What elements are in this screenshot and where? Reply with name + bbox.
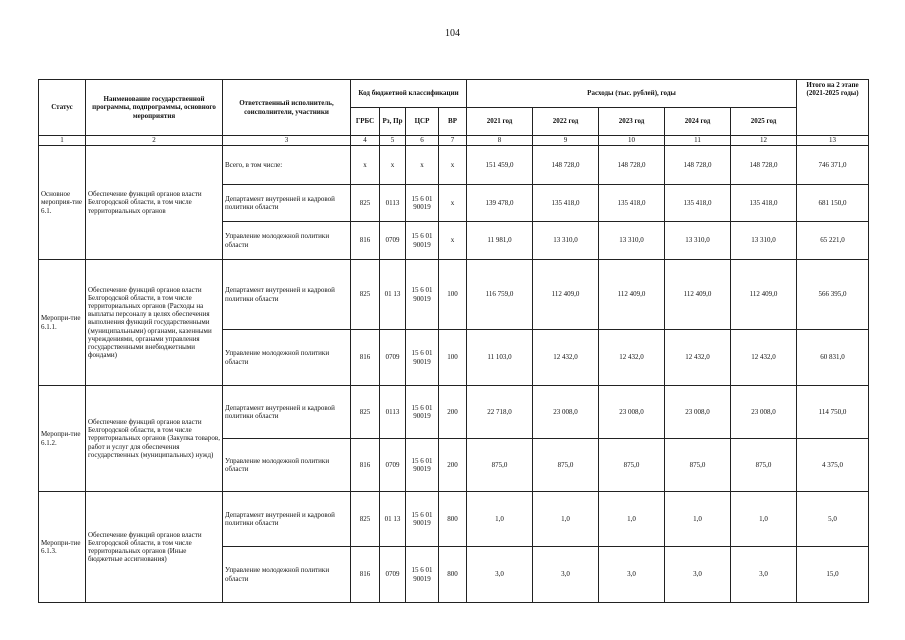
value-2025-cell: 3,0 bbox=[731, 547, 797, 603]
col-index: 7 bbox=[439, 136, 467, 146]
value-2025-cell: 112 409,0 bbox=[731, 260, 797, 330]
executor-cell: Управление молодежной политики области bbox=[223, 547, 351, 603]
value-2025-cell: 875,0 bbox=[731, 439, 797, 492]
header-code-group: Код бюджетной классификации bbox=[351, 80, 467, 108]
vr-cell: 200 bbox=[439, 386, 467, 439]
table-row bbox=[39, 260, 869, 330]
value-2023-cell: 875,0 bbox=[599, 439, 665, 492]
csr-cell: 15 6 01 90019 bbox=[406, 260, 439, 330]
value-2022-cell: 112 409,0 bbox=[533, 260, 599, 330]
status-cell: Меропри-тие 6.1.1. bbox=[39, 260, 86, 386]
total-cell: 746 371,0 bbox=[797, 146, 869, 185]
vr-cell: х bbox=[439, 222, 467, 260]
executor-cell: Департамент внутренней и кадровой политики области bbox=[223, 185, 351, 222]
grbs-cell: х bbox=[351, 146, 380, 185]
value-2022-cell: 1,0 bbox=[533, 492, 599, 547]
header-total: Итого на 2 этапе (2021-2025 годы) bbox=[797, 80, 869, 136]
value-2021-cell: 11 103,0 bbox=[467, 330, 533, 386]
grbs-cell: 825 bbox=[351, 185, 380, 222]
value-2023-cell: 1,0 bbox=[599, 492, 665, 547]
value-2022-cell: 23 008,0 bbox=[533, 386, 599, 439]
status-cell: Основное мероприя-тие 6.1. bbox=[39, 146, 86, 260]
col-index: 13 bbox=[797, 136, 869, 146]
header-2021: 2021 год bbox=[467, 108, 533, 136]
header-executor: Ответственный исполнитель, соисполнители, участники bbox=[223, 80, 351, 136]
vr-cell: 100 bbox=[439, 330, 467, 386]
csr-cell: 15 6 01 90019 bbox=[406, 222, 439, 260]
value-2023-cell: 12 432,0 bbox=[599, 330, 665, 386]
total-cell: 15,0 bbox=[797, 547, 869, 603]
col-index: 1 bbox=[39, 136, 86, 146]
value-2024-cell: 112 409,0 bbox=[665, 260, 731, 330]
value-2022-cell: 875,0 bbox=[533, 439, 599, 492]
total-cell: 4 375,0 bbox=[797, 439, 869, 492]
table-row bbox=[39, 386, 869, 439]
value-2021-cell: 22 718,0 bbox=[467, 386, 533, 439]
header-csr: ЦСР bbox=[406, 108, 439, 136]
total-cell: 681 150,0 bbox=[797, 185, 869, 222]
rzpr-cell: 01 13 bbox=[380, 260, 406, 330]
grbs-cell: 816 bbox=[351, 547, 380, 603]
value-2022-cell: 3,0 bbox=[533, 547, 599, 603]
csr-cell: 15 6 01 90019 bbox=[406, 547, 439, 603]
col-index: 4 bbox=[351, 136, 380, 146]
vr-cell: х bbox=[439, 146, 467, 185]
value-2024-cell: 875,0 bbox=[665, 439, 731, 492]
vr-cell: 800 bbox=[439, 547, 467, 603]
rzpr-cell: 0113 bbox=[380, 185, 406, 222]
value-2023-cell: 148 728,0 bbox=[599, 146, 665, 185]
name-cell: Обеспечение функций органов власти Белгородской области, в том числе территориальных органов (Иные бюджетные ассигнования) bbox=[86, 492, 223, 603]
total-cell: 5,0 bbox=[797, 492, 869, 547]
value-2025-cell: 148 728,0 bbox=[731, 146, 797, 185]
vr-cell: х bbox=[439, 185, 467, 222]
col-index: 6 bbox=[406, 136, 439, 146]
rzpr-cell: 01 13 bbox=[380, 492, 406, 547]
name-cell: Обеспечение функций органов власти Белгородской области, в том числе территориальных органов (Расходы на выплаты персоналу в целях обеспечения выполнения функций государственными (муниципальными) органами, казенными учреждениями, органами управления государственными внебюджетными фондами) bbox=[86, 260, 223, 386]
header-2023: 2023 год bbox=[599, 108, 665, 136]
column-index-row bbox=[39, 136, 869, 146]
rzpr-cell: 0709 bbox=[380, 222, 406, 260]
value-2023-cell: 112 409,0 bbox=[599, 260, 665, 330]
executor-cell: Департамент внутренней и кадровой политики области bbox=[223, 492, 351, 547]
name-cell: Обеспечение функций органов власти Белгородской области, в том числе территориальных органов (Закупка товаров, работ и услуг для обеспечения государственных (муниципальных) нужд) bbox=[86, 386, 223, 492]
value-2024-cell: 23 008,0 bbox=[665, 386, 731, 439]
value-2023-cell: 23 008,0 bbox=[599, 386, 665, 439]
executor-cell: Департамент внутренней и кадровой политики области bbox=[223, 386, 351, 439]
value-2022-cell: 13 310,0 bbox=[533, 222, 599, 260]
value-2024-cell: 148 728,0 bbox=[665, 146, 731, 185]
vr-cell: 800 bbox=[439, 492, 467, 547]
value-2021-cell: 1,0 bbox=[467, 492, 533, 547]
name-cell: Обеспечение функций органов власти Белгородской области, в том числе территориальных органов bbox=[86, 146, 223, 260]
header-2025: 2025 год bbox=[731, 108, 797, 136]
value-2024-cell: 13 310,0 bbox=[665, 222, 731, 260]
value-2025-cell: 1,0 bbox=[731, 492, 797, 547]
table-row bbox=[39, 146, 869, 185]
budget-table bbox=[38, 79, 869, 603]
value-2024-cell: 1,0 bbox=[665, 492, 731, 547]
csr-cell: х bbox=[406, 146, 439, 185]
value-2023-cell: 3,0 bbox=[599, 547, 665, 603]
col-index: 5 bbox=[380, 136, 406, 146]
value-2025-cell: 12 432,0 bbox=[731, 330, 797, 386]
page-number: 104 bbox=[445, 28, 460, 39]
header-2024: 2024 год bbox=[665, 108, 731, 136]
rzpr-cell: 0709 bbox=[380, 439, 406, 492]
value-2021-cell: 11 981,0 bbox=[467, 222, 533, 260]
value-2025-cell: 13 310,0 bbox=[731, 222, 797, 260]
executor-cell: Управление молодежной политики области bbox=[223, 222, 351, 260]
grbs-cell: 816 bbox=[351, 222, 380, 260]
value-2023-cell: 13 310,0 bbox=[599, 222, 665, 260]
value-2025-cell: 23 008,0 bbox=[731, 386, 797, 439]
csr-cell: 15 6 01 90019 bbox=[406, 386, 439, 439]
value-2022-cell: 12 432,0 bbox=[533, 330, 599, 386]
col-index: 3 bbox=[223, 136, 351, 146]
executor-cell: Управление молодежной политики области bbox=[223, 330, 351, 386]
executor-cell: Управление молодежной политики области bbox=[223, 439, 351, 492]
total-cell: 65 221,0 bbox=[797, 222, 869, 260]
col-index: 10 bbox=[599, 136, 665, 146]
value-2024-cell: 12 432,0 bbox=[665, 330, 731, 386]
csr-cell: 15 6 01 90019 bbox=[406, 439, 439, 492]
total-cell: 114 750,0 bbox=[797, 386, 869, 439]
header-name: Наименование государственной программы, подпрограммы, основного мероприятия bbox=[86, 80, 223, 136]
executor-cell: Департамент внутренней и кадровой политики области bbox=[223, 260, 351, 330]
col-index: 11 bbox=[665, 136, 731, 146]
csr-cell: 15 6 01 90019 bbox=[406, 330, 439, 386]
value-2023-cell: 135 418,0 bbox=[599, 185, 665, 222]
value-2021-cell: 116 759,0 bbox=[467, 260, 533, 330]
col-index: 8 bbox=[467, 136, 533, 146]
header-expenses-group: Расходы (тыс. рублей), годы bbox=[467, 80, 797, 108]
value-2022-cell: 148 728,0 bbox=[533, 146, 599, 185]
header-rzpr: Рз, Пр bbox=[380, 108, 406, 136]
vr-cell: 200 bbox=[439, 439, 467, 492]
value-2025-cell: 135 418,0 bbox=[731, 185, 797, 222]
value-2022-cell: 135 418,0 bbox=[533, 185, 599, 222]
value-2021-cell: 3,0 bbox=[467, 547, 533, 603]
csr-cell: 15 6 01 90019 bbox=[406, 492, 439, 547]
value-2024-cell: 135 418,0 bbox=[665, 185, 731, 222]
table-row bbox=[39, 492, 869, 547]
header-status: Статус bbox=[39, 80, 86, 136]
grbs-cell: 816 bbox=[351, 330, 380, 386]
total-cell: 566 395,0 bbox=[797, 260, 869, 330]
rzpr-cell: 0113 bbox=[380, 386, 406, 439]
status-cell: Меропри-тие 6.1.3. bbox=[39, 492, 86, 603]
col-index: 2 bbox=[86, 136, 223, 146]
value-2021-cell: 151 459,0 bbox=[467, 146, 533, 185]
rzpr-cell: х bbox=[380, 146, 406, 185]
vr-cell: 100 bbox=[439, 260, 467, 330]
status-cell: Меропри-тие 6.1.2. bbox=[39, 386, 86, 492]
grbs-cell: 825 bbox=[351, 386, 380, 439]
grbs-cell: 825 bbox=[351, 260, 380, 330]
col-index: 9 bbox=[533, 136, 599, 146]
total-cell: 60 831,0 bbox=[797, 330, 869, 386]
value-2024-cell: 3,0 bbox=[665, 547, 731, 603]
grbs-cell: 825 bbox=[351, 492, 380, 547]
grbs-cell: 816 bbox=[351, 439, 380, 492]
header-2022: 2022 год bbox=[533, 108, 599, 136]
executor-cell: Всего, в том числе: bbox=[223, 146, 351, 185]
rzpr-cell: 0709 bbox=[380, 547, 406, 603]
value-2021-cell: 139 478,0 bbox=[467, 185, 533, 222]
value-2021-cell: 875,0 bbox=[467, 439, 533, 492]
csr-cell: 15 6 01 90019 bbox=[406, 185, 439, 222]
header-grbs: ГРБС bbox=[351, 108, 380, 136]
header-vr: ВР bbox=[439, 108, 467, 136]
col-index: 12 bbox=[731, 136, 797, 146]
rzpr-cell: 0709 bbox=[380, 330, 406, 386]
